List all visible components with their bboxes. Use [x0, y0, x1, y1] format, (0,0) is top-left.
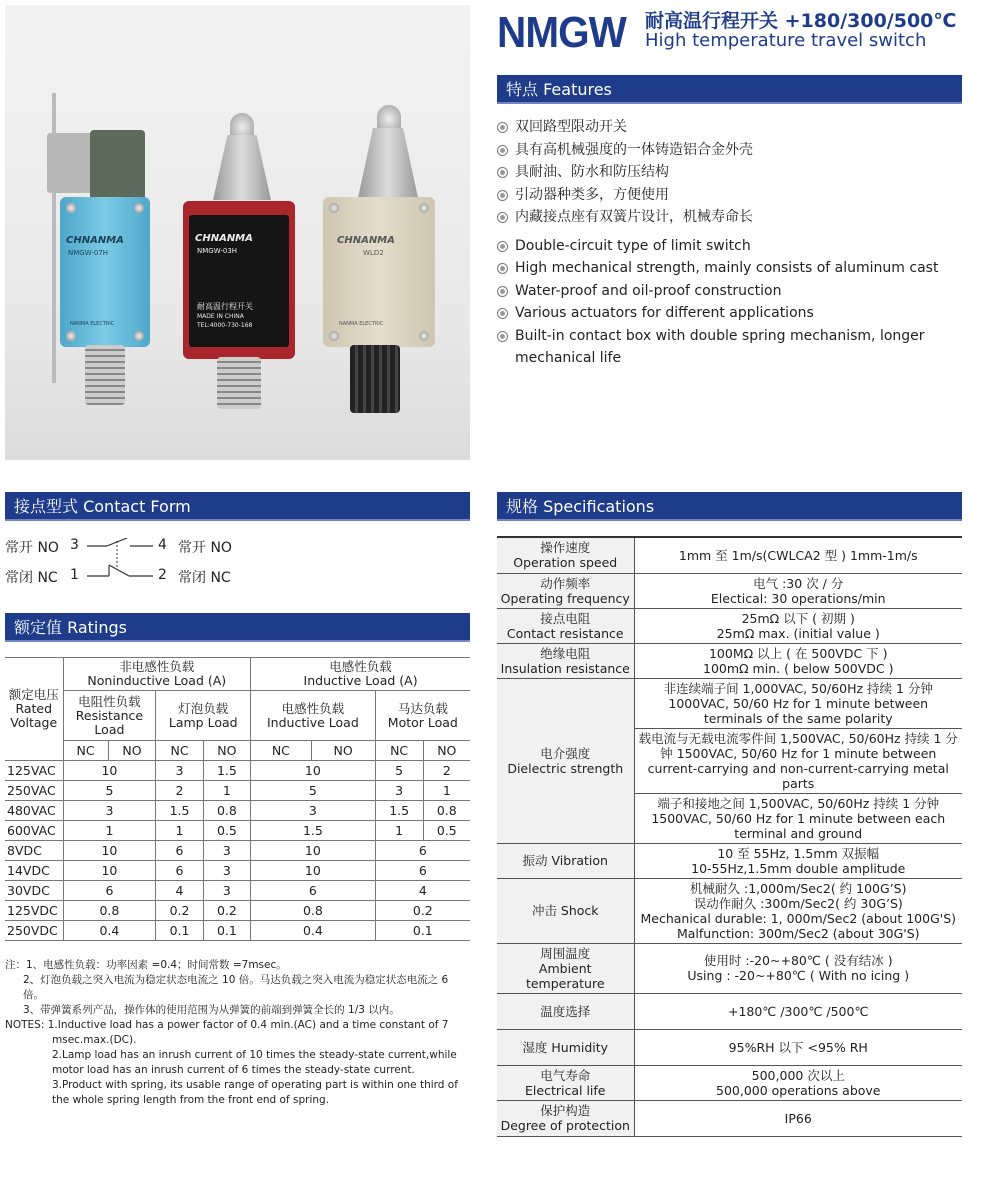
rating-cell: 5 [251, 781, 376, 801]
table-row [5, 801, 470, 821]
spec-key: 电介强度 Dielectric strength [497, 678, 634, 843]
voltage-cell: 600VAC [5, 821, 63, 841]
note-en-1: NOTES: 1.Inductive load has a power factor of 0.4 min.(AC) and a time constant of 7 msec.max.(DC). [5, 1019, 449, 1046]
switch-maker: NANMA ELECTRIC [339, 321, 384, 327]
rating-cell: 0.8 [63, 901, 156, 921]
inductive-header: 电感性负载 Inductive Load (A) [251, 658, 470, 691]
rating-cell: 1 [423, 781, 470, 801]
spec-row [497, 643, 962, 678]
bullet-icon [497, 308, 508, 319]
rating-cell: 0.4 [63, 921, 156, 941]
spec-value: 100MΩ 以上 ( 在 500VDC 下 ) 100mΩ min. ( below 500VDC ) [634, 643, 962, 678]
bullet-icon [497, 263, 508, 274]
table-row [5, 821, 470, 841]
feature-item: Various actuators for different applications [497, 302, 967, 325]
voltage-cell: 125VDC [5, 901, 63, 921]
bullet-icon [497, 331, 508, 342]
rating-cell: 2 [156, 781, 203, 801]
rating-cell: 0.1 [203, 921, 250, 941]
switch-brand: CHNANMA [195, 233, 253, 244]
lamp-load-header: 灯泡负载 Lamp Load [156, 691, 251, 741]
rating-cell: 1.5 [251, 821, 376, 841]
switch-label: 耐高温行程开关 [197, 302, 253, 311]
nc-header: NC [63, 741, 108, 761]
note-cn-1: 注：1、电感性负载：功率因素 =0.4；时间常数 =7msec。 [5, 959, 287, 971]
rating-cell: 1 [63, 821, 156, 841]
feature-item: Built-in contact box with double spring mechanism, longer mechanical life [497, 325, 967, 370]
note-cn-2: 2、灯泡负载之突入电流为稳定状态电流之 10 倍。马达负载之突入电流为稳定状态电流之 6 倍。 [23, 974, 449, 1001]
switch-brand: CHNANMA [337, 235, 395, 246]
rating-cell: 1.5 [375, 801, 423, 821]
rating-cell: 0.2 [203, 901, 250, 921]
feature-item: 具耐油、防水和防压结构 [497, 161, 967, 184]
nc-terminal-right: 2 [158, 567, 167, 583]
rating-cell: 1.5 [203, 761, 250, 781]
table-row [5, 781, 470, 801]
switch-model: WLD2 [363, 249, 384, 257]
specs-heading: 规格 Specifications [497, 492, 962, 521]
spec-key: 电气寿命 Electrical life [497, 1065, 634, 1100]
cable-gland [217, 357, 261, 409]
note-en-3: 3.Product with spring, its usable range of operating part is within one third of the whole spring length from the front end of spring. [52, 1079, 458, 1106]
rating-cell: 3 [203, 861, 250, 881]
spec-value: +180℃ /300℃ /500℃ [634, 993, 962, 1029]
spec-key: 冲击 Shock [497, 878, 634, 943]
spec-row [497, 943, 962, 993]
note-cn-3: 3、带弹簧系列产品，操作体的使用范围为从弹簧的前端到弹簧全长的 1/3 以内。 [23, 1004, 400, 1016]
voltage-cell: 14VDC [5, 861, 63, 881]
rating-cell: 5 [375, 761, 423, 781]
spec-value: 非连续端子间 1,000VAC, 50/60Hz 持续 1 分钟 1000VAC, 50/60 Hz for 1 minute between terminals of the same polarity [634, 678, 962, 728]
no-terminal-right: 4 [158, 537, 167, 553]
voltage-cell: 480VAC [5, 801, 63, 821]
no-terminal-left: 3 [70, 537, 79, 553]
feature-item: 内藏接点座有双簧片设计，机械寿命长 [497, 206, 967, 229]
cable-gland [350, 345, 400, 413]
spec-key: 操作速度 Operation speed [497, 537, 634, 573]
rating-cell: 5 [63, 781, 156, 801]
spec-value: 10 至 55Hz, 1.5mm 双振幅 10-55Hz,1.5mm double amplitude [634, 843, 962, 878]
actuator-head [90, 130, 145, 200]
spec-row [497, 537, 962, 573]
brand-logo: NMGW [497, 8, 626, 57]
switch-model: NMGW-07H [68, 249, 109, 257]
spec-value: 电气 :30 次 / 分 Electical: 30 operations/min [634, 573, 962, 608]
no-label-right: 常开 NO [178, 540, 232, 556]
feature-item: Double-circuit type of limit switch [497, 235, 967, 258]
rating-cell: 4 [375, 881, 470, 901]
table-row [5, 841, 470, 861]
spec-key: 周围温度 Ambient temperature [497, 943, 634, 993]
contact-diagram [85, 538, 155, 580]
rating-cell: 0.5 [203, 821, 250, 841]
rating-cell: 10 [251, 761, 376, 781]
spec-row [497, 1100, 962, 1136]
rating-cell: 10 [63, 761, 156, 781]
no-header: NO [423, 741, 470, 761]
spec-row [497, 1029, 962, 1065]
page-title-en: High temperature travel switch [645, 30, 927, 51]
no-header: NO [108, 741, 156, 761]
bullet-icon [497, 241, 508, 252]
spec-key: 振动 Vibration [497, 843, 634, 878]
spec-value: 使用时 :-20~+80℃ ( 没有结冰 ) Using : -20~+80℃ ( With no icing ) [634, 943, 962, 993]
spec-row [497, 573, 962, 608]
rating-cell: 3 [375, 781, 423, 801]
voltage-cell: 125VAC [5, 761, 63, 781]
bullet-icon [497, 122, 508, 133]
rating-cell: 3 [251, 801, 376, 821]
spec-row [497, 878, 962, 943]
rating-cell: 4 [156, 881, 203, 901]
rating-cell: 10 [63, 841, 156, 861]
actuator-head [358, 128, 418, 198]
rating-cell: 1.5 [156, 801, 203, 821]
resistance-load-header: 电阻性负载 Resistance Load [63, 691, 156, 741]
motor-load-header: 马达负载 Motor Load [375, 691, 470, 741]
nc-header: NC [251, 741, 312, 761]
feature-item: High mechanical strength, mainly consists of aluminum cast [497, 257, 967, 280]
spec-row [497, 1065, 962, 1100]
no-header: NO [203, 741, 250, 761]
rating-cell: 6 [375, 841, 470, 861]
bullet-icon [497, 212, 508, 223]
spec-key: 绝缘电阻 Insulation resistance [497, 643, 634, 678]
feature-item: 引动器种类多，方便使用 [497, 184, 967, 207]
rating-cell: 0.5 [423, 821, 470, 841]
specs-table [497, 536, 962, 1137]
rating-cell: 6 [156, 861, 203, 881]
bullet-icon [497, 167, 508, 178]
feature-item: 双回路型限动开关 [497, 116, 967, 139]
rating-cell: 0.1 [156, 921, 203, 941]
spec-row [497, 608, 962, 643]
actuator-head [213, 135, 271, 200]
rating-cell: 6 [375, 861, 470, 881]
red-switch [183, 201, 295, 359]
spec-value: 500,000 次以上 500,000 operations above [634, 1065, 962, 1100]
switch-brand: CHNANMA [66, 235, 124, 246]
notes [5, 958, 470, 1108]
no-label: 常开 NO [5, 540, 59, 556]
rating-cell: 0.2 [156, 901, 203, 921]
page-title-cn: 耐高温行程开关 +180/300/500℃ [645, 10, 957, 32]
product-photo [5, 5, 470, 460]
spec-key: 动作频率 Operating frequency [497, 573, 634, 608]
spec-value: 95%RH 以下 <95% RH [634, 1029, 962, 1065]
voltage-cell: 250VAC [5, 781, 63, 801]
features-heading: 特点 Features [497, 75, 962, 104]
spec-value: 端子和接地之间 1,500VAC, 50/60Hz 持续 1 分钟 1500VAC, 50/60 Hz for 1 minute between each terminal and ground [634, 793, 962, 843]
voltage-cell: 8VDC [5, 841, 63, 861]
nc-terminal-left: 1 [70, 567, 79, 583]
blue-switch [60, 197, 150, 347]
rating-cell: 10 [251, 841, 376, 861]
rated-voltage-header: 额定电压 Rated Voltage [5, 658, 63, 761]
bullet-icon [497, 145, 508, 156]
spec-value: 机械耐久 :1,000m/Sec2( 约 100G’S) 误动作耐久 :300m/Sec2( 约 30G’S) Mechanical durable: 1, 000m/Sec2 (about 100G'S) Malfunction: 300m/Sec2 (about 30G'S) [634, 878, 962, 943]
switch-origin: MADE IN CHINA [197, 313, 244, 320]
rating-cell: 0.8 [251, 901, 376, 921]
rating-cell: 3 [203, 881, 250, 901]
feature-item: Water-proof and oil-proof construction [497, 280, 967, 303]
rating-cell: 3 [63, 801, 156, 821]
rating-cell: 0.2 [375, 901, 470, 921]
cable-gland [85, 345, 125, 405]
rating-cell: 1 [375, 821, 423, 841]
spec-value: 25mΩ 以下 ( 初期 ) 25mΩ max. (initial value ) [634, 608, 962, 643]
rating-cell: 3 [203, 841, 250, 861]
rating-cell: 2 [423, 761, 470, 781]
contact-form-heading: 接点型式 Contact Form [5, 492, 470, 521]
spec-key: 保护构造 Degree of protection [497, 1100, 634, 1136]
rating-cell: 0.8 [203, 801, 250, 821]
rating-cell: 10 [63, 861, 156, 881]
switch-tel: TEL:4000-730-168 [197, 322, 253, 329]
table-row [5, 861, 470, 881]
rating-cell: 1 [203, 781, 250, 801]
rating-cell: 3 [156, 761, 203, 781]
spec-key: 温度选择 [497, 993, 634, 1029]
rating-cell: 6 [251, 881, 376, 901]
ratings-heading: 额定值 Ratings [5, 613, 470, 642]
inductive-load-header: 电感性负载 Inductive Load [251, 691, 376, 741]
spec-value: 载电流与无载电流零件间 1,500VAC, 50/60Hz 持续 1 分钟 1500VAC, 50/60 Hz for 1 minute between current-carrying and non-current-carrying metal parts [634, 728, 962, 793]
spec-value: 1mm 至 1m/s(CWLCA2 型 ) 1mm-1m/s [634, 537, 962, 573]
no-header: NO [311, 741, 375, 761]
table-row [5, 901, 470, 921]
bullet-icon [497, 286, 508, 297]
switch-model: NMGW-03H [197, 247, 238, 255]
switch-maker: NANMA ELECTRIC [70, 321, 115, 327]
rating-cell: 0.1 [375, 921, 470, 941]
bullet-icon [497, 190, 508, 201]
nc-header: NC [156, 741, 203, 761]
rating-cell: 1 [156, 821, 203, 841]
voltage-cell: 30VDC [5, 881, 63, 901]
spec-key: 湿度 Humidity [497, 1029, 634, 1065]
table-row [5, 881, 470, 901]
ratings-table [5, 657, 470, 941]
note-en-2: 2.Lamp load has an inrush current of 10 times the steady-state current,while motor load has an inrush current of 6 times the steady-state current. [52, 1049, 457, 1076]
beige-switch [323, 197, 435, 347]
spec-row [497, 843, 962, 878]
voltage-cell: 250VDC [5, 921, 63, 941]
table-row [5, 761, 470, 781]
spec-row [497, 678, 962, 728]
nc-label-right: 常闭 NC [178, 570, 231, 586]
features-list [497, 116, 967, 370]
spec-row [497, 993, 962, 1029]
noninductive-header: 非电感性负载 Noninductive Load (A) [63, 658, 251, 691]
rating-cell: 0.4 [251, 921, 376, 941]
rating-cell: 6 [63, 881, 156, 901]
nc-label: 常闭 NC [5, 570, 58, 586]
rating-cell: 6 [156, 841, 203, 861]
spec-key: 接点电阻 Contact resistance [497, 608, 634, 643]
rating-cell: 10 [251, 861, 376, 881]
spec-value: IP66 [634, 1100, 962, 1136]
table-row [5, 921, 470, 941]
nc-header: NC [375, 741, 423, 761]
feature-item: 具有高机械强度的一体铸造铝合金外壳 [497, 139, 967, 162]
rating-cell: 0.8 [423, 801, 470, 821]
